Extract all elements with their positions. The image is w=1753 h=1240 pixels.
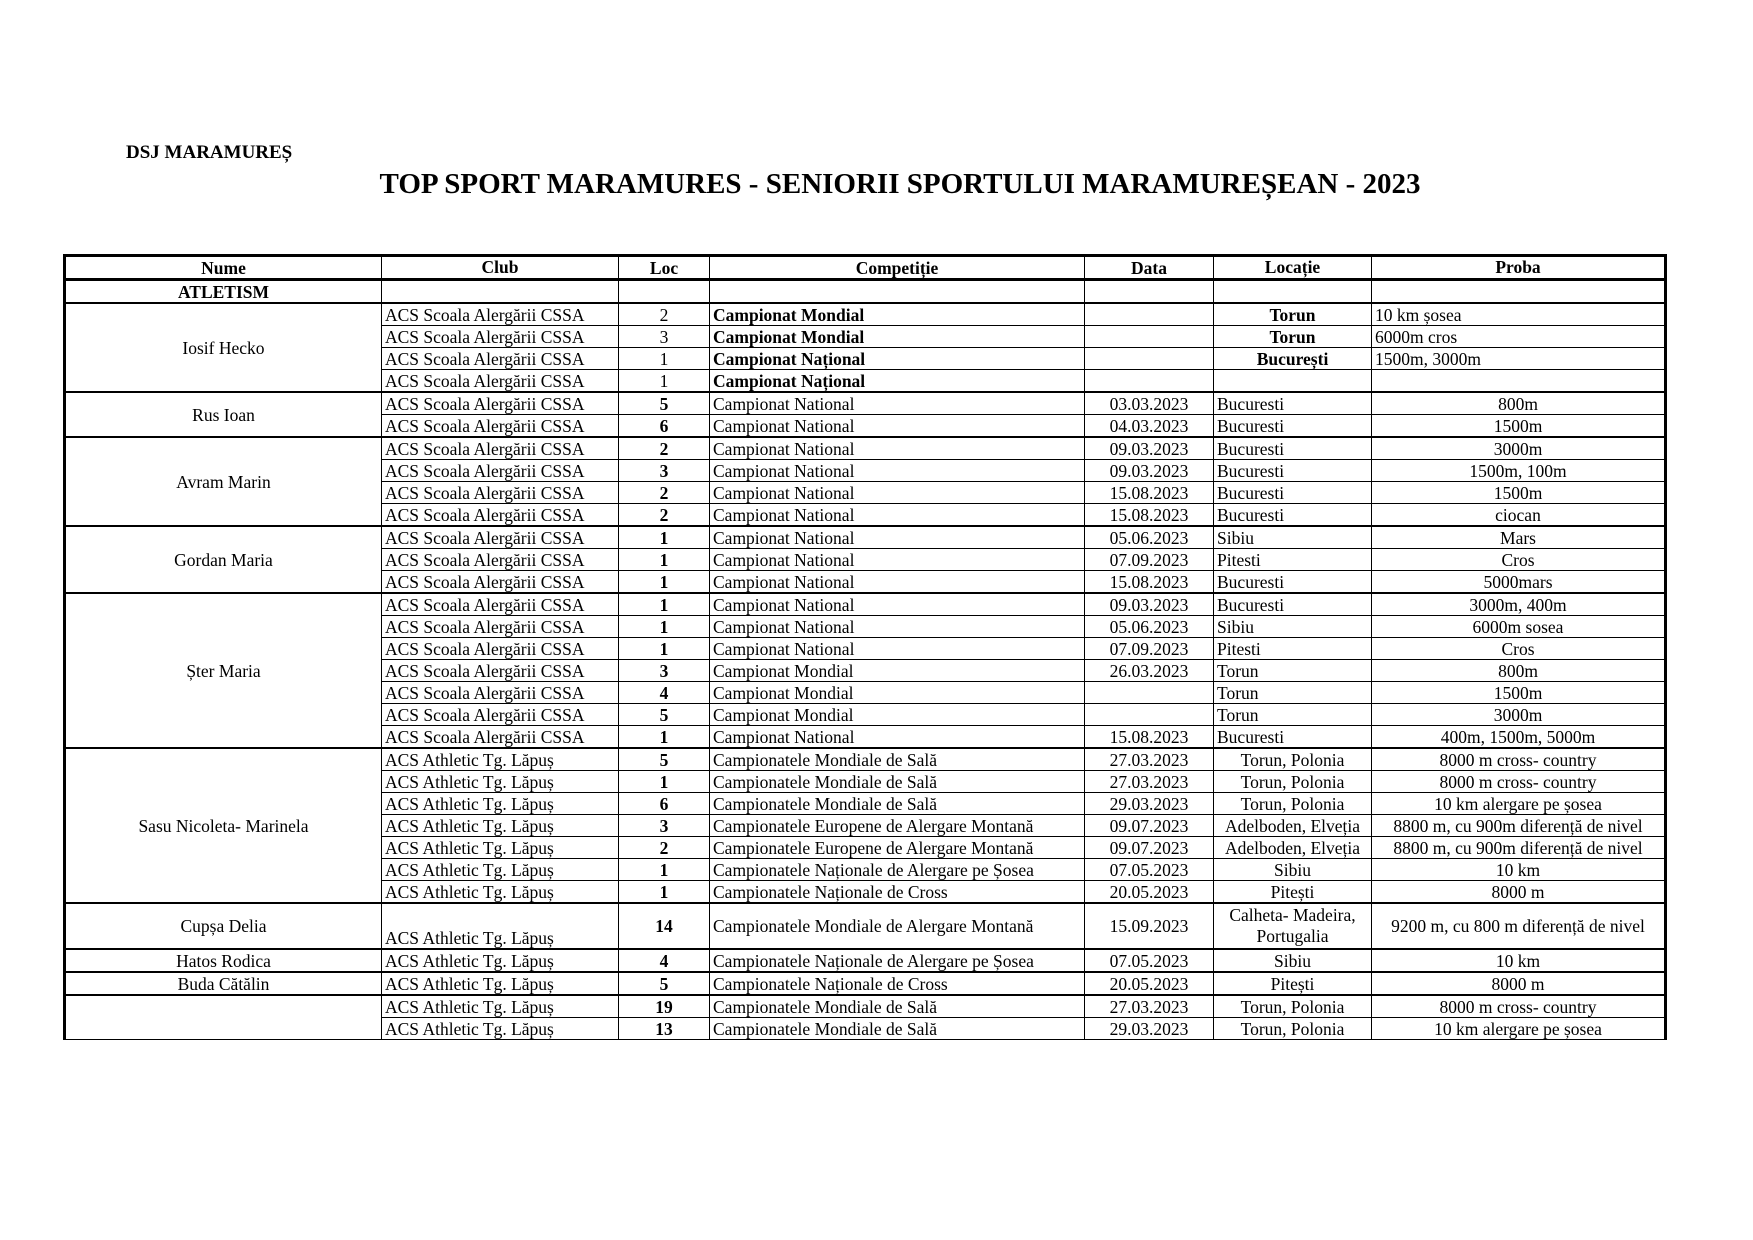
cell-proba: 800m — [1372, 660, 1666, 682]
cell-club: ACS Athletic Tg. Lăpuș — [382, 903, 619, 949]
cell-competitie: Campionat Mondial — [710, 704, 1085, 726]
cell-proba: 10 km alergare pe șosea — [1372, 1018, 1666, 1040]
cell-locatie: Adelboden, Elveția — [1214, 815, 1372, 837]
athlete-name: Rus Ioan — [65, 392, 382, 437]
cell-proba: 10 km — [1372, 949, 1666, 972]
cell-club: ACS Scoala Alergării CSSA — [382, 726, 619, 749]
page-title: TOP SPORT MARAMURES - SENIORII SPORTULUI MARAMUREȘEAN - 2023 — [379, 168, 1421, 200]
cell-competitie: Campionatele Mondiale de Sală — [710, 748, 1085, 771]
cell-loc: 1 — [619, 726, 710, 749]
cell-club: ACS Scoala Alergării CSSA — [382, 593, 619, 616]
cell-locatie: Torun — [1214, 660, 1372, 682]
cell-data — [1085, 704, 1214, 726]
cell-proba: Mars — [1372, 526, 1666, 549]
cell-club: ACS Athletic Tg. Lăpuș — [382, 837, 619, 859]
cell-proba: 10 km — [1372, 859, 1666, 881]
cell-proba: 10 km alergare pe șosea — [1372, 793, 1666, 815]
cell-data: 09.03.2023 — [1085, 437, 1214, 460]
cell-club: ACS Athletic Tg. Lăpuș — [382, 949, 619, 972]
cell-loc: 1 — [619, 348, 710, 370]
cell-competitie: Campionat National — [710, 482, 1085, 504]
cell-locatie: Sibiu — [1214, 859, 1372, 881]
cell-locatie: Bucuresti — [1214, 593, 1372, 616]
cell-data: 20.05.2023 — [1085, 881, 1214, 904]
cell-loc: 5 — [619, 748, 710, 771]
cell-loc: 3 — [619, 460, 710, 482]
cell-locatie: Torun, Polonia — [1214, 1018, 1372, 1040]
cell-club: ACS Scoala Alergării CSSA — [382, 571, 619, 594]
cell-locatie: Adelboden, Elveția — [1214, 837, 1372, 859]
cell-competitie: Campionatele Naționale de Cross — [710, 972, 1085, 995]
cell-loc: 1 — [619, 571, 710, 594]
cell-locatie: Bucuresti — [1214, 437, 1372, 460]
cell-proba: 8000 m cross- country — [1372, 748, 1666, 771]
table-row — [65, 526, 1666, 549]
cell-data: 20.05.2023 — [1085, 972, 1214, 995]
cell-club: ACS Scoala Alergării CSSA — [382, 437, 619, 460]
cell-data: 04.03.2023 — [1085, 415, 1214, 438]
cell-club: ACS Scoala Alergării CSSA — [382, 303, 619, 326]
cell-proba — [1372, 370, 1666, 393]
cell-competitie: Campionat National — [710, 726, 1085, 749]
cell-club: ACS Scoala Alergării CSSA — [382, 660, 619, 682]
table-row — [65, 437, 1666, 460]
cell-competitie: Campionat National — [710, 549, 1085, 571]
cell-data: 09.07.2023 — [1085, 815, 1214, 837]
cell-competitie: Campionatele Naționale de Alergare pe Șosea — [710, 949, 1085, 972]
cell-proba: 800m — [1372, 392, 1666, 415]
cell-club: ACS Athletic Tg. Lăpuș — [382, 748, 619, 771]
cell-locatie: Bucuresti — [1214, 726, 1372, 749]
cell-loc: 6 — [619, 415, 710, 438]
cell-club: ACS Scoala Alergării CSSA — [382, 348, 619, 370]
cell-data: 15.08.2023 — [1085, 482, 1214, 504]
cell-loc: 1 — [619, 593, 710, 616]
cell-competitie: Campionat National — [710, 460, 1085, 482]
cell-data: 07.05.2023 — [1085, 949, 1214, 972]
cell-proba: 8000 m — [1372, 881, 1666, 904]
cell-loc: 2 — [619, 837, 710, 859]
cell-club: ACS Scoala Alergării CSSA — [382, 616, 619, 638]
cell-locatie: Bucuresti — [1214, 482, 1372, 504]
cell-club: ACS Athletic Tg. Lăpuș — [382, 859, 619, 881]
cell-competitie: Campionat Mondial — [710, 326, 1085, 348]
cell-loc: 5 — [619, 972, 710, 995]
cell-data: 29.03.2023 — [1085, 1018, 1214, 1040]
table-row — [65, 995, 1666, 1018]
cell-locatie: Calheta- Madeira, Portugalia — [1214, 903, 1372, 949]
cell-data: 27.03.2023 — [1085, 748, 1214, 771]
cell-club: ACS Athletic Tg. Lăpuș — [382, 995, 619, 1018]
cell-club: ACS Scoala Alergării CSSA — [382, 638, 619, 660]
cell-data: 27.03.2023 — [1085, 995, 1214, 1018]
cell-data — [1085, 326, 1214, 348]
table-row — [65, 972, 1666, 995]
cell-data: 09.03.2023 — [1085, 460, 1214, 482]
cell-proba: 6000m sosea — [1372, 616, 1666, 638]
col-header-competitie: Competiție — [710, 256, 1085, 280]
athlete-name: Iosif Hecko — [65, 303, 382, 392]
cell-locatie: Torun — [1214, 326, 1372, 348]
cell-competitie: Campionat Național — [710, 348, 1085, 370]
col-header-data: Data — [1085, 256, 1214, 280]
cell-data — [1085, 682, 1214, 704]
cell-competitie: Campionatele Mondiale de Sală — [710, 771, 1085, 793]
cell-proba: 5000mars — [1372, 571, 1666, 594]
cell-locatie: București — [1214, 348, 1372, 370]
col-header-proba: Proba — [1372, 256, 1666, 280]
cell-locatie: Pitești — [1214, 881, 1372, 904]
cell-loc: 1 — [619, 616, 710, 638]
cell-proba: 8800 m, cu 900m diferență de nivel — [1372, 815, 1666, 837]
cell-club: ACS Scoala Alergării CSSA — [382, 704, 619, 726]
cell-club: ACS Scoala Alergării CSSA — [382, 682, 619, 704]
cell-competitie: Campionat National — [710, 415, 1085, 438]
col-header-nume: Nume — [65, 256, 382, 280]
cell-loc: 6 — [619, 793, 710, 815]
cell-loc: 2 — [619, 303, 710, 326]
cell-locatie: Bucuresti — [1214, 415, 1372, 438]
cell-loc: 2 — [619, 437, 710, 460]
col-header-club: Club — [382, 256, 619, 280]
cell-data: 07.05.2023 — [1085, 859, 1214, 881]
cell-proba: 1500m — [1372, 415, 1666, 438]
athlete-name: Cupșa Delia — [65, 903, 382, 949]
cell-club: ACS Athletic Tg. Lăpuș — [382, 1018, 619, 1040]
cell-competitie: Campionat National — [710, 437, 1085, 460]
cell-data: 05.06.2023 — [1085, 616, 1214, 638]
cell-data: 15.08.2023 — [1085, 504, 1214, 527]
cell-proba: 10 km șosea — [1372, 303, 1666, 326]
cell-locatie: Sibiu — [1214, 949, 1372, 972]
col-header-locatie: Locație — [1214, 256, 1372, 280]
cell-data: 09.07.2023 — [1085, 837, 1214, 859]
table-row — [65, 303, 1666, 326]
cell-proba: 9200 m, cu 800 m diferență de nivel — [1372, 903, 1666, 949]
cell-loc: 3 — [619, 660, 710, 682]
cell-club: ACS Scoala Alergării CSSA — [382, 460, 619, 482]
cell-locatie: Bucuresti — [1214, 571, 1372, 594]
cell-club: ACS Athletic Tg. Lăpuș — [382, 815, 619, 837]
cell-loc: 13 — [619, 1018, 710, 1040]
cell-proba: 8000 m — [1372, 972, 1666, 995]
cell-data: 15.09.2023 — [1085, 903, 1214, 949]
table-header-row — [65, 256, 1666, 280]
cell-club: ACS Scoala Alergării CSSA — [382, 504, 619, 527]
cell-locatie: Pitesti — [1214, 638, 1372, 660]
cell-competitie: Campionat National — [710, 593, 1085, 616]
cell-locatie: Torun, Polonia — [1214, 771, 1372, 793]
cell-competitie: Campionatele Mondiale de Sală — [710, 1018, 1085, 1040]
cell-data: 07.09.2023 — [1085, 549, 1214, 571]
cell-data: 07.09.2023 — [1085, 638, 1214, 660]
cell-competitie: Campionat Național — [710, 370, 1085, 393]
cell-club: ACS Scoala Alergării CSSA — [382, 549, 619, 571]
athlete-name — [65, 995, 382, 1040]
cell-loc: 5 — [619, 392, 710, 415]
section-label: ATLETISM — [65, 280, 382, 304]
cell-proba: 8000 m cross- country — [1372, 771, 1666, 793]
cell-data — [1085, 348, 1214, 370]
athlete-name: Sasu Nicoleta- Marinela — [65, 748, 382, 903]
cell-loc: 1 — [619, 526, 710, 549]
cell-loc: 14 — [619, 903, 710, 949]
cell-loc: 1 — [619, 881, 710, 904]
cell-data: 05.06.2023 — [1085, 526, 1214, 549]
cell-competitie: Campionatele Mondiale de Sală — [710, 995, 1085, 1018]
cell-competitie: Campionatele Mondiale de Alergare Montană — [710, 903, 1085, 949]
cell-data: 03.03.2023 — [1085, 392, 1214, 415]
cell-data — [1085, 370, 1214, 393]
cell-club: ACS Scoala Alergării CSSA — [382, 326, 619, 348]
cell-locatie: Torun, Polonia — [1214, 748, 1372, 771]
cell-data: 27.03.2023 — [1085, 771, 1214, 793]
cell-proba: 6000m cros — [1372, 326, 1666, 348]
athlete-name: Avram Marin — [65, 437, 382, 526]
cell-proba: 8000 m cross- country — [1372, 995, 1666, 1018]
cell-data: 09.03.2023 — [1085, 593, 1214, 616]
cell-club: ACS Scoala Alergării CSSA — [382, 370, 619, 393]
cell-competitie: Campionat Mondial — [710, 660, 1085, 682]
cell-locatie: Torun — [1214, 704, 1372, 726]
cell-competitie: Campionatele Mondiale de Sală — [710, 793, 1085, 815]
cell-locatie: Pitești — [1214, 972, 1372, 995]
cell-proba: 1500m — [1372, 682, 1666, 704]
cell-proba: 1500m, 100m — [1372, 460, 1666, 482]
cell-loc: 1 — [619, 549, 710, 571]
cell-proba: ciocan — [1372, 504, 1666, 527]
cell-locatie — [1214, 370, 1372, 393]
organization-label: DSJ MARAMUREȘ — [126, 142, 293, 163]
cell-competitie: Campionat National — [710, 571, 1085, 594]
table-row — [65, 593, 1666, 616]
cell-loc: 4 — [619, 682, 710, 704]
cell-locatie: Sibiu — [1214, 526, 1372, 549]
results-table — [63, 254, 1667, 1040]
athlete-name: Hatos Rodica — [65, 949, 382, 972]
cell-locatie: Torun — [1214, 303, 1372, 326]
cell-competitie: Campionat National — [710, 616, 1085, 638]
cell-competitie: Campionat National — [710, 638, 1085, 660]
cell-competitie: Campionat Mondial — [710, 682, 1085, 704]
cell-locatie: Bucuresti — [1214, 460, 1372, 482]
cell-loc: 1 — [619, 638, 710, 660]
cell-proba: 3000m — [1372, 437, 1666, 460]
cell-locatie: Sibiu — [1214, 616, 1372, 638]
table-row — [65, 392, 1666, 415]
cell-club: ACS Scoala Alergării CSSA — [382, 415, 619, 438]
cell-locatie: Torun, Polonia — [1214, 995, 1372, 1018]
athlete-name: Șter Maria — [65, 593, 382, 748]
cell-club: ACS Athletic Tg. Lăpuș — [382, 972, 619, 995]
cell-locatie: Bucuresti — [1214, 504, 1372, 527]
cell-loc: 4 — [619, 949, 710, 972]
cell-club: ACS Athletic Tg. Lăpuș — [382, 771, 619, 793]
cell-club: ACS Scoala Alergării CSSA — [382, 482, 619, 504]
cell-locatie: Torun — [1214, 682, 1372, 704]
cell-proba: 3000m, 400m — [1372, 593, 1666, 616]
cell-club: ACS Athletic Tg. Lăpuș — [382, 881, 619, 904]
table-row — [65, 949, 1666, 972]
cell-competitie: Campionat Mondial — [710, 303, 1085, 326]
cell-loc: 1 — [619, 771, 710, 793]
cell-locatie: Bucuresti — [1214, 392, 1372, 415]
cell-loc: 3 — [619, 815, 710, 837]
cell-data — [1085, 303, 1214, 326]
cell-loc: 1 — [619, 859, 710, 881]
cell-club: ACS Scoala Alergării CSSA — [382, 526, 619, 549]
table-row — [65, 903, 1666, 949]
cell-loc: 3 — [619, 326, 710, 348]
cell-proba: 3000m — [1372, 704, 1666, 726]
cell-club: ACS Athletic Tg. Lăpuș — [382, 793, 619, 815]
cell-competitie: Campionatele Naționale de Alergare pe Șosea — [710, 859, 1085, 881]
athlete-name: Buda Cătălin — [65, 972, 382, 995]
cell-proba: Cros — [1372, 549, 1666, 571]
cell-proba: Cros — [1372, 638, 1666, 660]
cell-loc: 2 — [619, 482, 710, 504]
cell-competitie: Campionat National — [710, 504, 1085, 527]
cell-proba: 400m, 1500m, 5000m — [1372, 726, 1666, 749]
cell-loc: 2 — [619, 504, 710, 527]
col-header-loc: Loc — [619, 256, 710, 280]
cell-proba: 1500m — [1372, 482, 1666, 504]
athlete-name: Gordan Maria — [65, 526, 382, 593]
cell-locatie: Torun, Polonia — [1214, 793, 1372, 815]
cell-loc: 19 — [619, 995, 710, 1018]
cell-competitie: Campionat National — [710, 392, 1085, 415]
cell-data: 26.03.2023 — [1085, 660, 1214, 682]
cell-loc: 5 — [619, 704, 710, 726]
cell-competitie: Campionat National — [710, 526, 1085, 549]
section-row — [65, 280, 1666, 304]
cell-data: 15.08.2023 — [1085, 571, 1214, 594]
cell-proba: 8800 m, cu 900m diferență de nivel — [1372, 837, 1666, 859]
cell-club: ACS Scoala Alergării CSSA — [382, 392, 619, 415]
cell-loc: 1 — [619, 370, 710, 393]
cell-proba: 1500m, 3000m — [1372, 348, 1666, 370]
cell-competitie: Campionatele Naționale de Cross — [710, 881, 1085, 904]
cell-competitie: Campionatele Europene de Alergare Montană — [710, 815, 1085, 837]
cell-locatie: Pitesti — [1214, 549, 1372, 571]
cell-data: 29.03.2023 — [1085, 793, 1214, 815]
cell-competitie: Campionatele Europene de Alergare Montană — [710, 837, 1085, 859]
table-row — [65, 748, 1666, 771]
cell-data: 15.08.2023 — [1085, 726, 1214, 749]
